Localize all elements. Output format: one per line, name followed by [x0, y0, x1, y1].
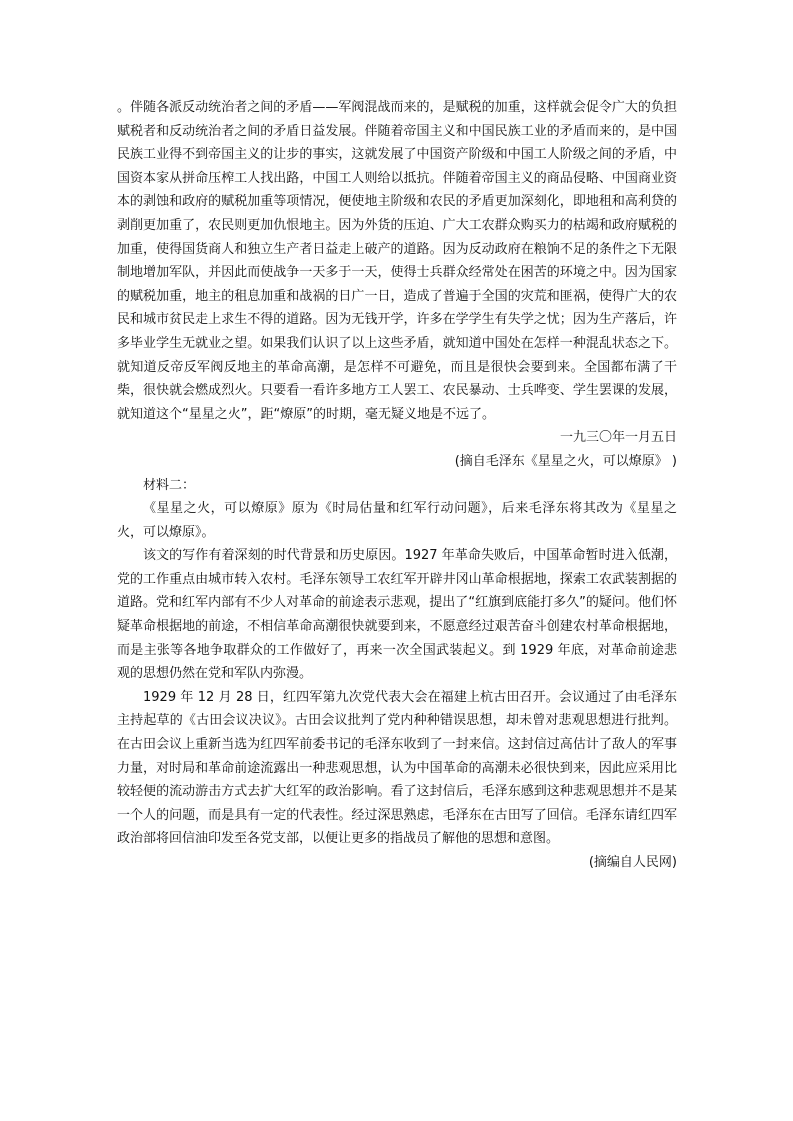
- material2-paragraph-2: 该文的写作有着深刻的时代背景和历史原因。1927 年革命失败后，中国革命暂时进入低潮，党的工作重点由城市转入农村。毛泽东领导工农红军开辟井冈山革命根据地，探索工农武装割据的道路。党和红军内部有不少人对革命的前途表示悲观，提出了“红旗到底能打多久”的疑问。他们怀疑革命根据地的前途，不相信革命高潮很快就要到来，不愿意经过艰苦奋斗创建农村革命根据地，而是主张等各地争取群众的工作做好了，再来一次全国武装起义。到 1929 年底，对革命前途悲观的思想仍然在党和军队内弥漫。: [117, 548, 677, 682]
- material2-source: (摘编自人民网): [588, 855, 677, 870]
- material2-label: 材料二：: [143, 477, 196, 493]
- passage-source: (摘自毛泽东《星星之火，可以燎原》 ): [454, 453, 677, 469]
- material2-paragraph-1: 《星星之火，可以燎原》原为《时局估量和红军行动问题》，后来毛泽东将其改为《星星之火，可以燎原》。: [117, 501, 677, 540]
- material2-paragraph-3: 1929 年 12 月 28 日，红四军第九次党代表大会在福建上杭古田召开。会议通过了由毛泽东主持起草的《古田会议决议》。古田会议批判了党内种种错误思想，却未曾对悲观思想进行批判。在古田会议上重新当选为红四军前委书记的毛泽东收到了一封来信。这封信过高估计了敌人的军事力量，对时局和革命前途流露出一种悲观思想，认为中国革命的高潮未必很快到来，因此应采用比较轻便的流动游击方式去扩大红军的政治影响。看了这封信后，毛泽东感到这种悲观思想并不是某一个人的问题，而是具有一定的代表性。经过深思熟虑，毛泽东在古田写了回信。毛泽东请红四军政治部将回信油印发至各党支部，以便让更多的指战员了解他的思想和意图。: [117, 689, 677, 847]
- document-page: [117, 96, 677, 875]
- passage-date: 一九三〇年一月五日: [559, 430, 677, 446]
- passage-paragraph: 。伴随各派反动统治者之间的矛盾——军阀混战而来的，是赋税的加重，这样就会促令广大的负担赋税者和反动统治者之间的矛盾日益发展。伴随着帝国主义和中国民族工业的矛盾而来的，是中国民族工业得不到帝国主义的让步的事实，这就发展了中国资产阶级和中国工人阶级之间的矛盾，中国资本家从拼命压榨工人找出路，中国工人则给以抵抗。伴随着帝国主义的商品侵略、中国商业资本的剥蚀和政府的赋税加重等项情况，便使地主阶级和农民的矛盾更加深刻化，即地租和高利贷的剥削更加重了，农民则更加仇恨地主。因为外货的压迫、广大工农群众购买力的枯竭和政府赋税的加重，使得国货商人和独立生产者日益走上破产的道路。因为反动政府在粮饷不足的条件之下无限制地增加军队，并因此而使战争一天多于一天，使得士兵群众经常处在困苦的环境之中。因为国家的赋税加重，地主的租息加重和战祸的日广一日，造成了普遍于全国的灾荒和匪祸，使得广大的农民和城市贫民走上求生不得的道路。因为无钱开学，许多在学学生有失学之忧；因为生产落后，许多毕业学生无就业之望。如果我们认识了以上这些矛盾，就知道中国处在怎样一种混乱状态之下。就知道反帝反军阀反地主的革命高潮，是怎样不可避免，而且是很快会要到来。全国都布满了干柴，很快就会燃成烈火。只要看一看许多地方工人罢工、农民暴动、士兵哗变、学生罢课的发展，就知道这个“星星之火”，距“燎原”的时期，毫无疑义地是不远了。: [117, 100, 677, 422]
